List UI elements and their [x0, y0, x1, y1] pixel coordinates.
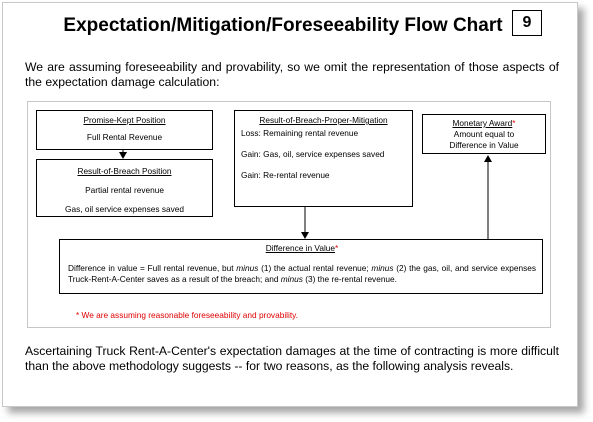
result-of-breach-line2: Gas, oil service expenses saved — [65, 204, 184, 214]
mitigation-line1: Loss: Remaining rental revenue — [241, 128, 359, 138]
formula-minus3: minus — [280, 274, 303, 284]
promise-kept-line: Full Rental Revenue — [86, 132, 163, 142]
difference-formula — [68, 263, 536, 285]
footnote: * We are assuming reasonable foreseeability and provability. — [76, 310, 298, 320]
difference-heading-row — [68, 243, 536, 254]
formula-part4: (3) the re-rental revenue. — [302, 274, 397, 284]
formula-minus1: minus — [236, 263, 259, 273]
monetary-award-heading: Monetary Award — [452, 118, 513, 128]
intro-paragraph: We are assuming foreseeability and provability, so we omit the representation of those aspects of the expectation damage calculation: — [25, 60, 559, 89]
result-of-breach-box — [36, 159, 213, 217]
mitigation-line3: Gain: Re-rental revenue — [241, 170, 330, 180]
formula-minus2: minus — [371, 263, 394, 273]
monetary-award-line1: Amount equal to — [453, 129, 515, 139]
monetary-award-line2: Difference in Value — [449, 140, 519, 150]
slide-frame — [2, 2, 578, 407]
slide-number-box: 9 — [512, 10, 542, 36]
difference-heading: Difference in Value — [265, 243, 336, 253]
formula-part1: Difference in value = Full rental revenue, but — [68, 263, 237, 273]
closing-paragraph: Ascertaining Truck Rent-A-Center's expectation damages at the time of contracting is more difficult than the above methodology suggests -- for two reasons, as the following analysis reveals. — [25, 344, 559, 373]
monetary-award-box — [422, 114, 546, 154]
promise-kept-heading: Promise-Kept Position — [83, 115, 166, 125]
difference-asterisk: * — [335, 243, 339, 253]
formula-part3: (2) the gas, oil, and service expenses Truck-Rent-A-Center saves as a result of the breach; and — [68, 263, 536, 284]
monetary-award-asterisk: * — [512, 118, 516, 128]
mitigation-heading: Result-of-Breach-Proper-Mitigation — [259, 115, 388, 125]
mitigation-line2: Gain: Gas, oil, service expenses saved — [241, 149, 385, 159]
slide-title: Expectation/Mitigation/Foreseeability Flow Chart — [63, 15, 503, 36]
promise-kept-box — [36, 110, 213, 150]
result-of-breach-heading: Result-of-Breach Position — [77, 166, 172, 176]
monetary-award-heading-row — [423, 118, 545, 129]
result-of-breach-line1: Partial rental revenue — [85, 185, 164, 195]
flow-chart — [27, 101, 551, 328]
difference-in-value-box — [59, 239, 543, 294]
formula-part2: (1) the actual rental revenue; — [258, 263, 372, 273]
result-of-breach-mitigation-box — [234, 110, 413, 207]
